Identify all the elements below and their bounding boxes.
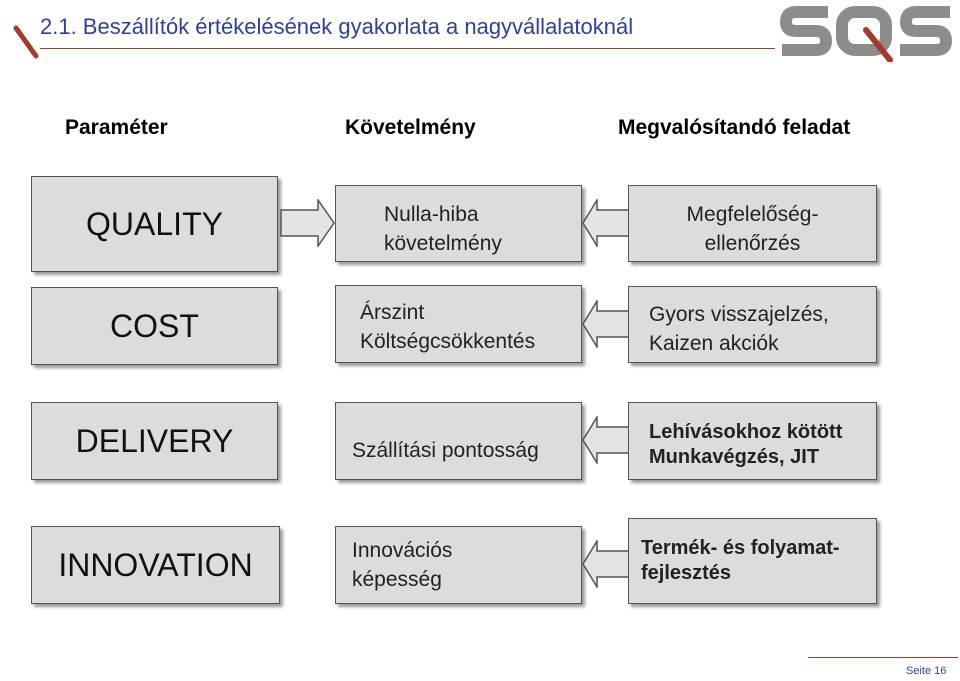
parameter-label: QUALITY bbox=[86, 205, 223, 242]
requirement-box-quality bbox=[335, 185, 582, 262]
column-header-requirement: Követelmény bbox=[345, 116, 476, 139]
right-block-arrow-icon bbox=[280, 199, 335, 247]
task-box-innovation bbox=[628, 518, 877, 604]
task-line: Termék- és folyamat- bbox=[641, 537, 840, 559]
parameter-box-innovation bbox=[31, 526, 280, 604]
requirement-line: Nulla-hiba bbox=[384, 203, 479, 226]
parameter-label: INNOVATION bbox=[58, 546, 253, 583]
requirement-line: Költségcsökkentés bbox=[360, 330, 536, 353]
page-number: Seite 16 bbox=[906, 665, 947, 677]
task-line: ellenőrzés bbox=[704, 232, 801, 255]
task-line: Kaizen akciók bbox=[649, 332, 779, 355]
requirement-box-innovation bbox=[335, 526, 582, 604]
column-header-parameter: Paraméter bbox=[65, 116, 168, 139]
requirement-box-delivery bbox=[335, 402, 582, 480]
requirement-line: Szállítási pontosság bbox=[352, 439, 539, 462]
parameter-label: DELIVERY bbox=[75, 422, 234, 459]
footer-divider bbox=[808, 657, 958, 658]
task-box-quality bbox=[628, 185, 877, 262]
task-line: Lehívásokhoz kötött bbox=[649, 421, 843, 443]
task-line: Megfelelőség- bbox=[686, 203, 819, 226]
slide-title: 2.1. Beszállítók értékelésének gyakorlata a nagyvállalatoknál bbox=[40, 14, 634, 39]
parameter-box-delivery bbox=[31, 402, 278, 480]
requirement-line: képesség bbox=[352, 568, 442, 591]
left-block-arrow-icon bbox=[582, 540, 630, 588]
task-line: Munkavégzés, JIT bbox=[649, 446, 820, 468]
parameter-label: COST bbox=[110, 307, 199, 344]
requirement-line: követelmény bbox=[384, 232, 502, 255]
left-block-arrow-icon bbox=[582, 199, 630, 247]
parameter-box-quality bbox=[31, 176, 278, 272]
requirement-line: Innovációs bbox=[352, 539, 453, 562]
left-block-arrow-icon bbox=[582, 300, 630, 348]
parameter-box-cost bbox=[31, 287, 278, 365]
column-header-task: Megvalósítandó feladat bbox=[618, 116, 851, 139]
requirement-box-cost bbox=[335, 285, 582, 363]
left-block-arrow-icon bbox=[582, 416, 630, 464]
red-slash-mark-icon bbox=[12, 24, 42, 60]
title-divider bbox=[40, 48, 775, 49]
task-line: Gyors visszajelzés, bbox=[649, 303, 829, 326]
task-box-delivery bbox=[628, 402, 877, 480]
task-line: fejlesztés bbox=[641, 562, 732, 584]
task-box-cost bbox=[628, 286, 877, 363]
sqs-logo bbox=[778, 0, 958, 62]
requirement-line: Árszint bbox=[360, 301, 425, 324]
